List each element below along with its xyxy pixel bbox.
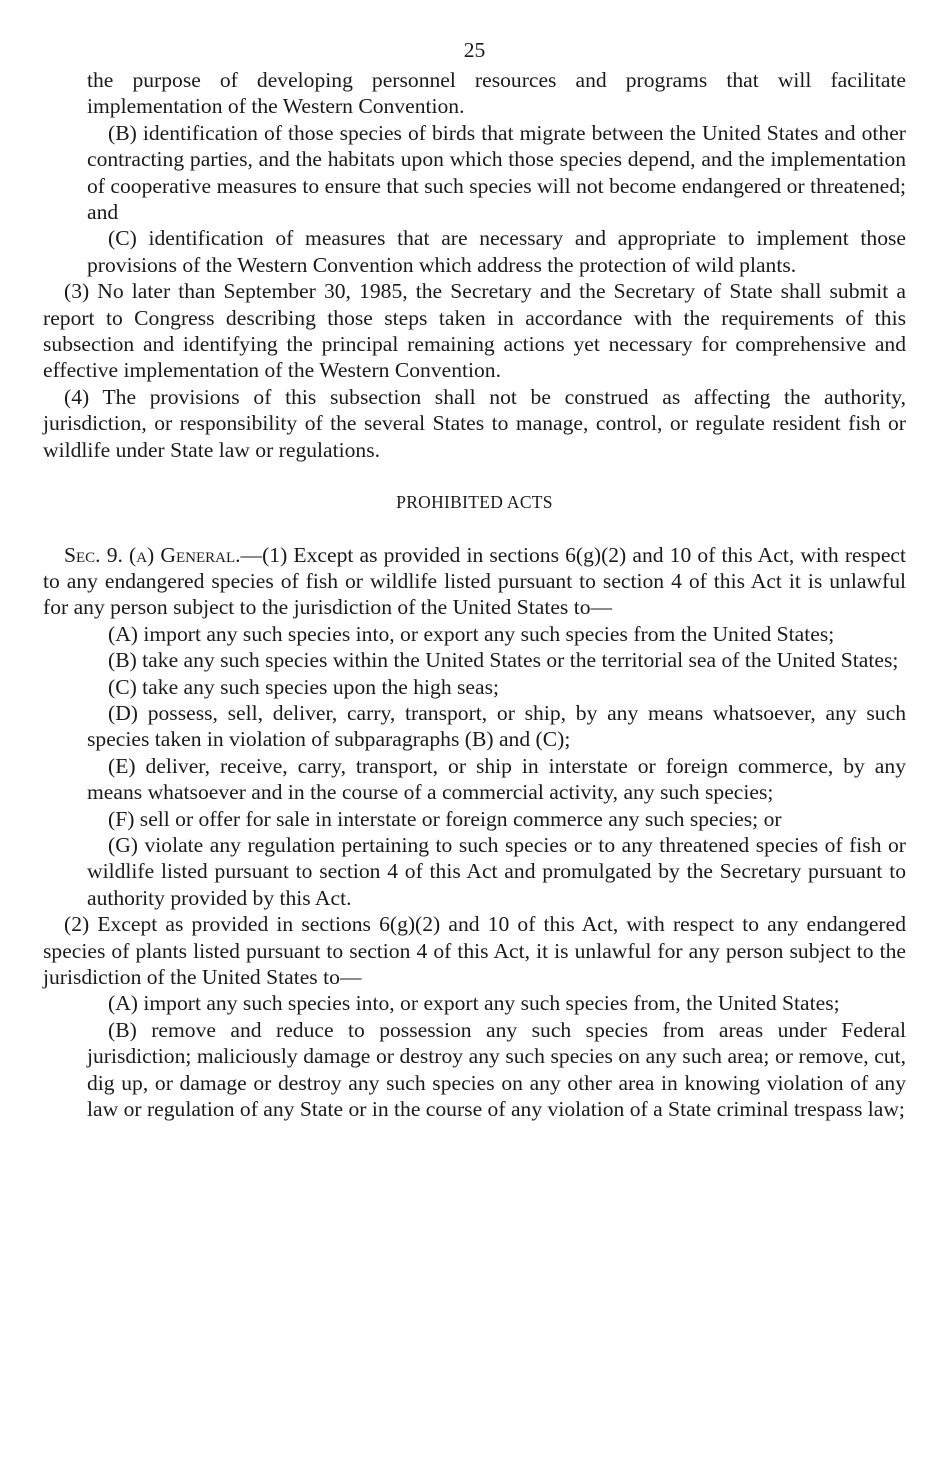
page-number: 25 [463,38,486,62]
section-intro-text: —(1) Except as provided in sections 6(g)(2) and 10 of this Act, with respect to any endangered species of fish or wildlife listed pursuant to section 4 of this Act it is unlawful for any person subject to the jurisdiction of the United States to— [43,542,906,620]
general-label: General. [160,542,241,567]
list-item: (A) import any such species into, or export any such species from, the United States; [108,991,840,1016]
list-item: (B) remove and reduce to possession any such species from areas under Federal jurisdiction; maliciously damage or destroy any such species on any such area; or remove, cut, dig up, or damage or destroy any such species on any other area in knowing violation of any law or regulation of any State or in the course of any violation of a State criminal trespass law; [87,1017,906,1122]
list-item: (A) import any such species into, or export any such species from the United States; [108,621,835,646]
paragraph-4: (4) The provisions of this subsection shall not be construed as affecting the authority, jurisdiction, or responsibility of the several States to manage, control, or regulate resident fish or wildlife under State law or regulations. [43,384,906,462]
list-item: (G) violate any regulation pertaining to such species or to any threatened species of fish or wildlife listed pursuant to section 4 of this Act and promulgated by the Secretary pursuant to authority provided by this Act. [87,832,906,910]
paragraph-3: (3) No later than September 30, 1985, the Secretary and the Secretary of State shall submit a report to Congress describing those steps taken in accordance with the requirements of this subsection and identifying the principal remaining actions yet necessary for comprehensive and effective implementation of the Western Convention. [43,279,906,383]
document-page [43,36,906,1122]
section-heading: PROHIBITED ACTS [396,492,553,513]
list-item: (C) take any such species upon the high seas; [108,674,499,699]
paragraph-item-c: (C) identification of measures that are necessary and appropriate to implement those provisions of the Western Convention which address the protection of wild plants. [87,226,906,277]
paragraph-2-plants: (2) Except as provided in sections 6(g)(2) and 10 of this Act, with respect to any endangered species of plants listed pursuant to section 4 of this Act, it is unlawful for any person subject to the jurisdiction of the United States to— [43,912,906,989]
list-item: (D) possess, sell, deliver, carry, transport, or ship, by any means whatsoever, any such species taken in violation of subparagraphs (B) and (C); [87,700,906,752]
paragraph-item-b: (B) identification of those species of birds that migrate between the United States and other contracting parties, and the habitats upon which those species depend, and the implementation of cooperative measures to ensure that such species will not become endangered or threatened; and [87,120,906,225]
list-item: (E) deliver, receive, carry, transport, or ship in interstate or foreign commerce, by any means whatsoever and in the course of a commercial activity, any such species; [87,753,906,805]
section-label: Sec. 9. (a) [64,542,161,567]
section-9-intro [43,542,906,621]
list-item: (F) sell or offer for sale in interstate or foreign commerce any such species; or [108,806,782,831]
list-item: (B) take any such species within the United States or the territorial sea of the United States; [108,648,899,673]
paragraph-continued: the purpose of developing personnel resources and programs that will facilitate implementation of the Western Convention. [87,68,906,119]
